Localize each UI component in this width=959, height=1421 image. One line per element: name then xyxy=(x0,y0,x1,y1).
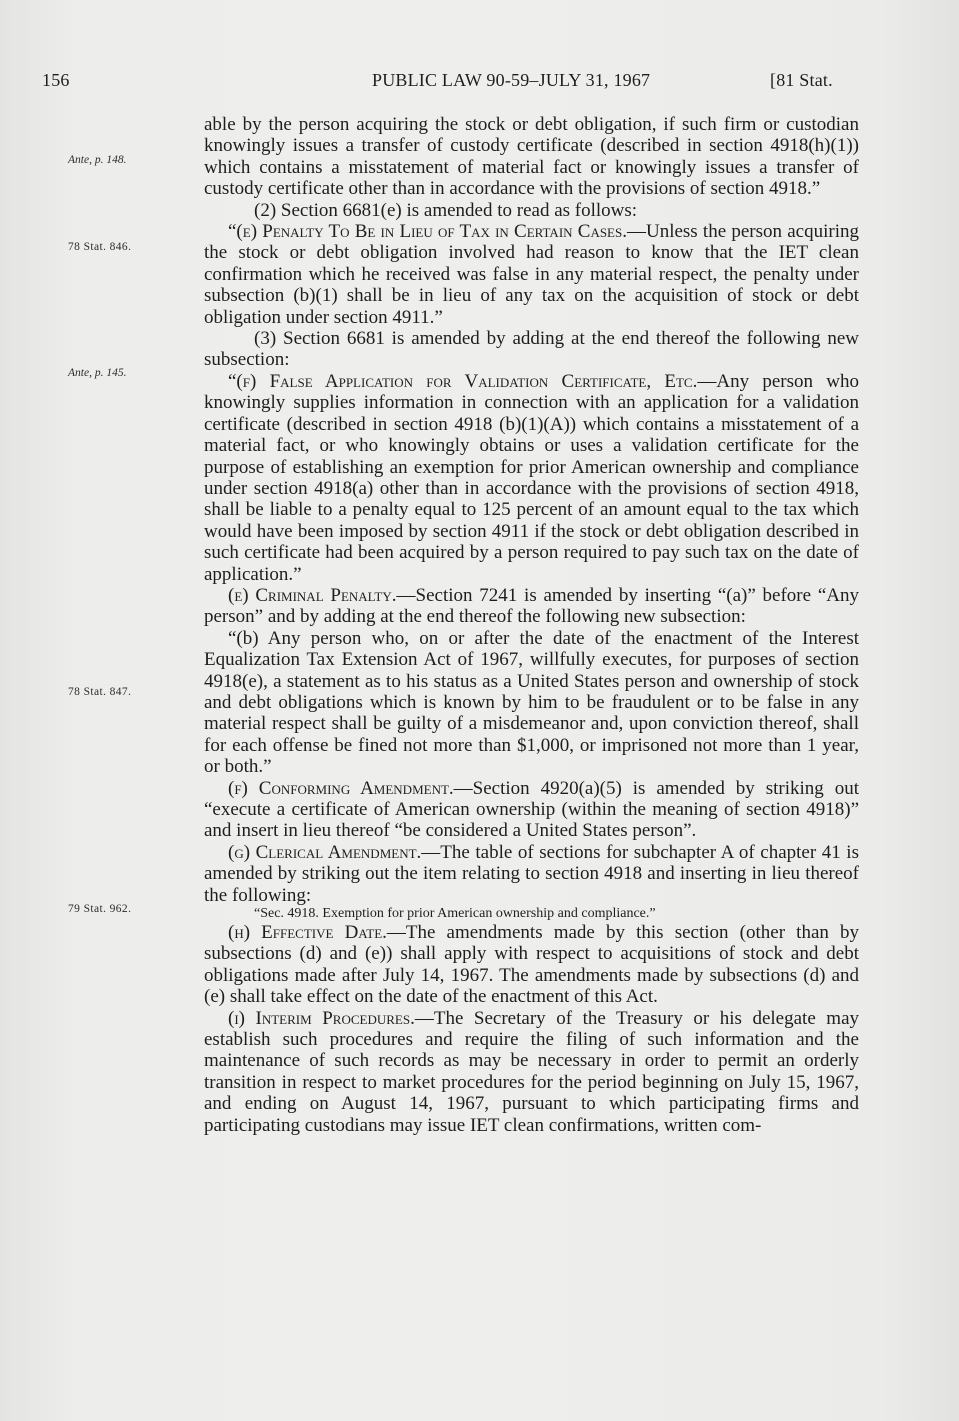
margin-note-78-stat-847: 78 Stat. 847. xyxy=(68,686,132,698)
heading-effective-date: (h) Effective Date. xyxy=(228,922,387,944)
heading-clerical-amendment: (g) Clerical Amendment. xyxy=(228,841,422,863)
heading-conforming-amendment: (f) Conforming Amendment. xyxy=(228,777,454,799)
margin-note-ante-145: Ante, p. 145. xyxy=(68,367,127,379)
paragraph-section-6681e: (2) Section 6681(e) is amended to read as follows: xyxy=(254,199,638,221)
paragraph-text: —Section 7241 is amended by inserting “(a)” before “Any person” and by adding at the end thereof the following new subsection: xyxy=(204,584,859,628)
paragraph-section-6681-add: (3) Section 6681 is amended by adding at the end thereof the following new subsection: xyxy=(204,328,859,371)
paragraph-interim-procedures xyxy=(204,1008,859,1136)
heading-criminal-penalty: (e) Criminal Penalty. xyxy=(228,584,397,606)
heading-interim-procedures: (i) Interim Procedures. xyxy=(228,1007,415,1029)
paragraph-subsection-f xyxy=(204,371,859,585)
paragraph-effective-date xyxy=(204,922,859,1008)
margin-note-79-stat-962: 79 Stat. 962. xyxy=(68,903,132,915)
heading-false-application: “(f) False Application for Validation Certificate, Etc. xyxy=(228,370,698,392)
paragraph-continuation: able by the person acquiring the stock or debt obligation, if such firm or custodian knowingly issues a transfer of custody certificate (described in section 4918(h)(1)) which contains a misstatement of material fact or knowingly issues a transfer of custody certificate other than in accordance with the provisions of section 4918.” xyxy=(204,114,859,200)
paragraph-clerical-amendment xyxy=(204,842,859,906)
statute-reference: [81 Stat. xyxy=(770,70,833,90)
statute-body xyxy=(204,114,859,1136)
running-title: PUBLIC LAW 90-59–JULY 31, 1967 xyxy=(372,70,651,90)
paragraph-subsection-b: “(b) Any person who, on or after the date of the enactment of the Interest Equalization Tax Extension Act of 1967, willfully executes, for purposes of section 4918(e), a statement as to his status as a United States person and ownership of stock and debt obligations which is known by him to be fraudulent or to be false in any material respect shall be guilty of a misdemeanor and, upon conviction thereof, shall for each offense be fined not more than $1,000, or imprisoned not more than 1 year, or both.” xyxy=(204,627,859,778)
page-header xyxy=(0,70,959,96)
paragraph-subsection-e xyxy=(204,221,859,328)
paragraph-text: —Unless the person acquiring the stock or debt obligation involved had reason to know that the IET clean confirmation which he received was false in any material respect, the penalty under subsection (b)(1) shall be in lieu of any tax on the acquisition of stock or debt obligation under section 4911.” xyxy=(204,221,859,328)
paragraph-conforming-amendment xyxy=(204,778,859,842)
table-of-sections-entry: “Sec. 4918. Exemption for prior American ownership and compliance.” xyxy=(254,906,656,922)
paragraph-text: —Section 4920(a)(5) is amended by striking out “execute a certificate of American ownership (within the meaning of section 4918)” and insert in lieu thereof “be considered a United States person”. xyxy=(204,777,859,842)
paragraph-text: —The amendments made by this section (other than by subsections (d) and (e)) shall apply with respect to acquisitions of stock and debt obligations made after July 14, 1967. The amendments made by subsections (d) and (e) shall take effect on the date of the enactment of this Act. xyxy=(204,922,860,1008)
margin-note-78-stat-846: 78 Stat. 846. xyxy=(68,241,132,253)
paragraph-criminal-penalty xyxy=(204,585,859,628)
paragraph-text: —Any person who knowingly supplies information in connection with an application for a validation certificate (described in section 4918 (b)(1)(A)) which contains a misstatement of a material fact, or who knowingly obtains or uses a validation certificate for the purpose of establishing an exemption for prior American ownership and compliance under section 4918(a) other than in accordance with the provisions of section 4918, shall be liable to a penalty equal to 125 percent of an amount equal to the tax which would have been imposed by section 4911 if the stock or debt obligation described in such certificate had been acquired by a person required to pay such tax on the date of application.” xyxy=(204,370,859,585)
page-number: 156 xyxy=(42,70,70,90)
paragraph-text: —The Secretary of the Treasury or his delegate may establish such procedures and require the filing of such information and the maintenance of such records as may be necessary in order to permit an orderly transition in respect to market procedures for the period beginning on July 15, 1967, and ending on August 14, 1967, pursuant to which participating firms and participating custodians may issue IET clean confirmations, written com- xyxy=(204,1007,860,1136)
paragraph-text: —The table of sections for subchapter A of chapter 41 is amended by striking out the item relating to section 4918 and inserting in lieu thereof the following: xyxy=(204,841,859,906)
heading-penalty-in-lieu: “(e) Penalty To Be in Lieu of Tax in Certain Cases. xyxy=(228,221,627,243)
margin-note-ante-148: Ante, p. 148. xyxy=(68,154,127,166)
